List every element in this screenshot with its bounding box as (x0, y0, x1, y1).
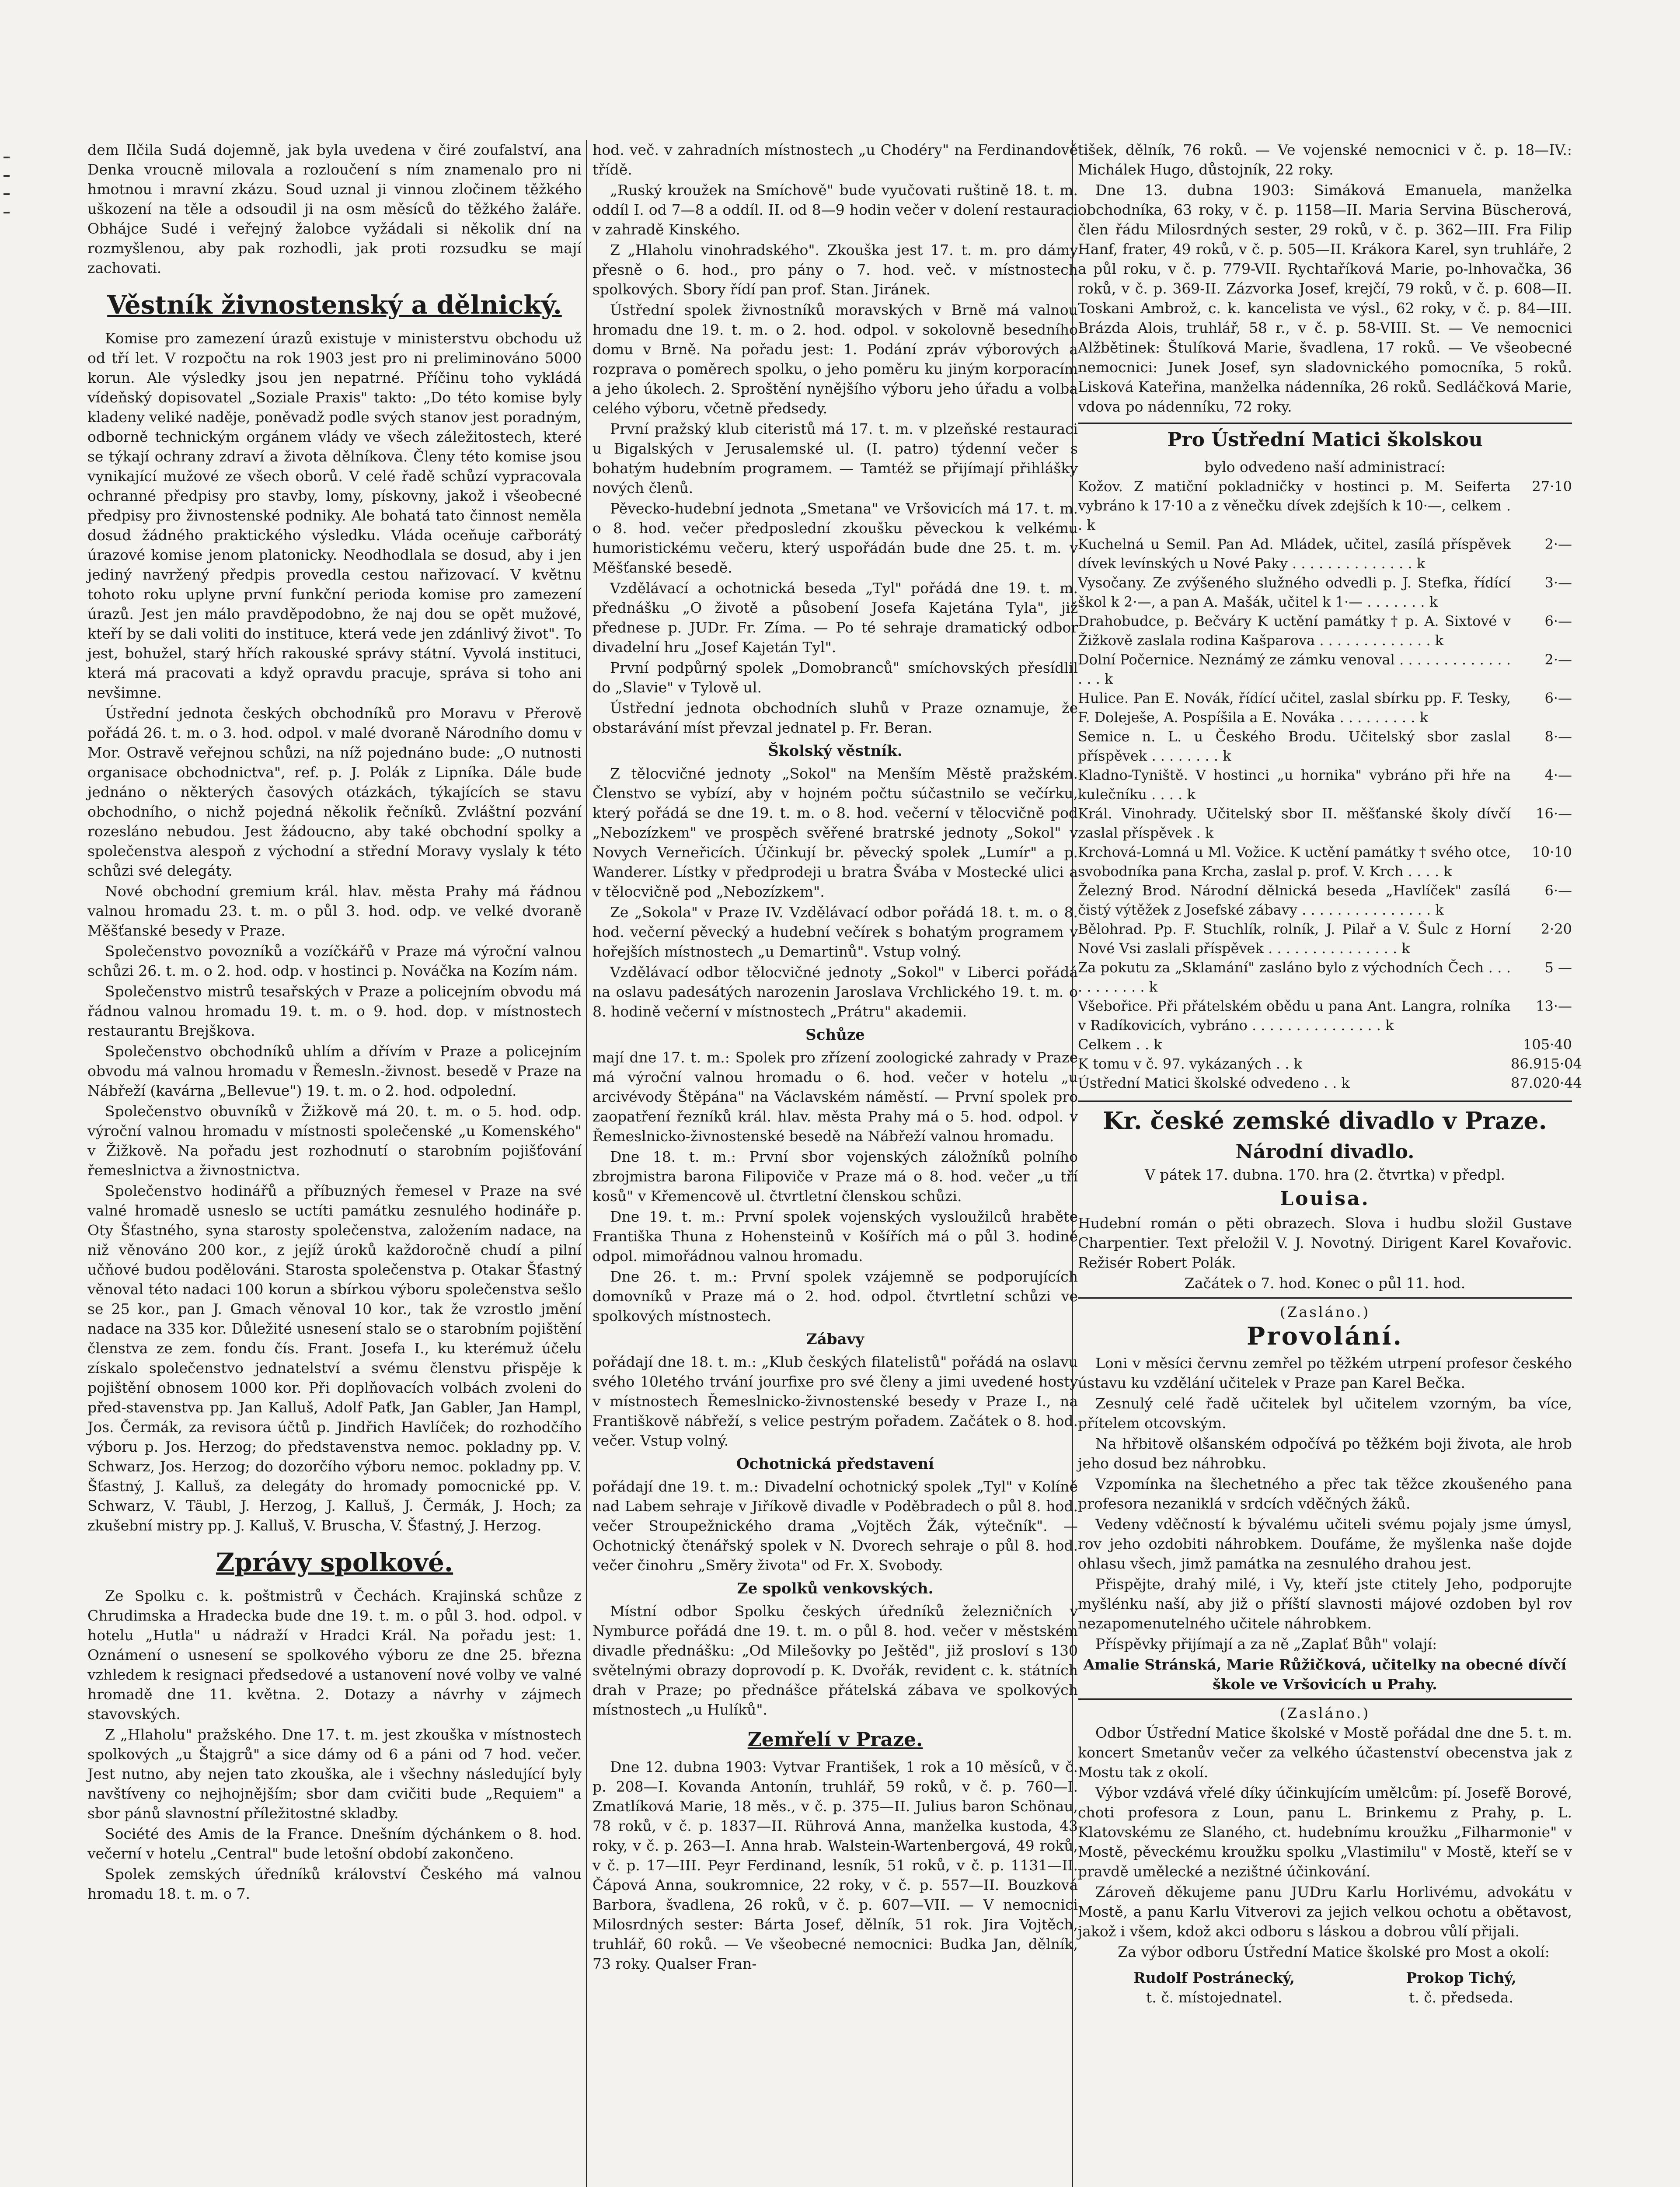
paragraph: Společenstvo obchodníků uhlím a dřívím v Praze a policejním obvodu má valnou hromadu v Řemesln.-živnost. besedě v Praze na Nábřeží (kavárna „Bellevue") 19. t. m. o 2. hod. odpolední. (87, 1043, 582, 1099)
donation-text: Kladno-Tyniště. V hostinci „u hornika" vybráno při hře na kulečníku . . . . k (1078, 767, 1511, 803)
paragraph: Z „Hlaholu vinohradského". Zkouška jest 17. t. m. pro dámy přesně o 6. hod., pro pány o 7. hod. več. v místnostech spolkových. Sbory řídí pan prof. Stan. Jiránek. (593, 241, 1078, 298)
paragraph: hod. več. v zahradních místnostech „u Chodéry" na Ferdinandově třídě. (593, 141, 1078, 178)
paragraph: Z tělocvičné jednoty „Sokol" na Menším Městě pražském. Členstvo se vybízí, aby v hojném počtu súčastnilo se večírku, který pořádá se dne 19. t. m. o 8. hod. večerní v tělocvičně pod „Nebozízkem" ve prospěch svěřené bratrské jednoty „Sokol" v Novych Verneřicích. Účinkují br. pěvecký spolek „Lumír" a p. Wanderer. Lístky v předprodeji u bratra Švába v Mostecké ulici a v tělocvičně pod „Nebozízkem". (593, 765, 1078, 900)
theater-subtitle: Národní divadlo. (1235, 1141, 1415, 1163)
paragraph: Místní odbor Spolku českých úředníků železničních v Nymburce pořádá dne 19. t. m. o půl 8. hod. večer v městském divadle přednášku: „Od Milešovky po Ještěd", již prosloví s 130 světelnými obrazy doprovodí p. K. Dvořák, revident c. k. státních drah v Praze; po přednášce přátelská zábava ve spolkových místnostech „u Hulíků". (593, 1603, 1078, 1718)
paragraph: mají dne 17. t. m.: Spolek pro zřízení zoologické zahrady v Praze má výroční valnou hromadu o 6. hod. večer v hotelu „u arcivévody Štěpána" na Václavském náměstí. — První spolek pro zaopatření řezníků král. hlav. města Prahy má o 5. hod. odpol. v Řemeslnicko-živnostenské besedě na Nábřeží valnou hromadu. (593, 1049, 1078, 1145)
donation-row (1078, 765, 1572, 804)
signer-role: t. č. předseda. (1409, 1989, 1514, 2006)
paragraph: Dne 18. t. m.: První sbor vojenských záložníků polního zbrojmistra barona Filipoviče v Praze má o 8. hod. večer „u tří kosů" v Křemencově ul. čtvrtletní členskou schůzi. (593, 1148, 1078, 1205)
donation-row (1078, 650, 1572, 688)
paragraph: Společenstvo povozníků a vozíčkářů v Praze má výroční valnou schůzi 26. t. m. o 2. hod. odp. v hostinci p. Nováčka na Kozím nám. (87, 943, 582, 979)
matice-subtitle: bylo odvedeno naší administrací: (1204, 458, 1446, 475)
paragraph: Pěvecko-hudební jednota „Smetana" ve Vršovicích má 17. t. m. o 8. hod. večer předposlední zkoušku pěveckou k velkému humoristickému večeru, který uspořádán bude dne 25. t. m. v Měšťanské besedě. (593, 500, 1078, 576)
paragraph: Přispějte, drahý milé, i Vy, kteří jste ctitely Jeho, podporujte myšlénku naší, aby již o příští slavnosti májové ozdoben byl rov nezapomenutelného učitele náhrobkem. (1078, 1576, 1572, 1632)
theater-play: Louisa. (1280, 1188, 1370, 1210)
heading-zemreli: Zemřelí v Praze. (747, 1729, 923, 1751)
donation-text: Krchová-Lomná u Ml. Vožice. K uctění památky † svého otce, svobodníka pana Krcha, zaslal p. prof. V. Krch . . . . k (1078, 844, 1511, 880)
signature-left (1133, 1968, 1295, 2007)
paragraph: Z „Hlaholu" pražského. Dne 17. t. m. jest zkouška v místnostech spolkových „u Štajgrů" a sice dámy od 6 a páni od 7 hod. večer. Jest nutno, aby nejen tato zkouška, ale i všechny následující byly navštíveny co nejhojnějším; sbor dam cvičiti bude „Requiem" a sbor pánů slavnostní příležitostné skladby. (87, 1726, 582, 1822)
signature-right (1406, 1968, 1516, 2007)
donation-row (1078, 1073, 1582, 1093)
paragraph: Ústřední spolek živnostníků moravských v Brně má valnou hromadu dne 19. t. m. o 2. hod. odpol. v sokolovně besedního domu v Brně. Na pořadu jest: 1. Podání zpráv výborových a rozprava o poměrech spolku, o jeho poměru ku jiným korporacím a jeho úkolech. 2. Sproštění nynějšího výboru jeho úřadu a volba celého výboru, včetně předsedy. (593, 301, 1078, 417)
donation-text: Kuchelná u Semil. Pan Ad. Mládek, učitel, zasílá příspěvek dívek levínských u Nové Paky . . . . . . . . . . . . . . k (1078, 536, 1511, 572)
paragraph: Société des Amis de la France. Dnešním dýchánkem o 8. hod. večerní v hotelu „Central" bude letošní období zakončeno. (87, 1825, 582, 1862)
donation-list (1078, 477, 1582, 1093)
donation-amount: 13·— (1536, 998, 1572, 1014)
paragraph: Odbor Ústřední Matice školské v Mostě pořádal dne dne 5. t. m. koncert Smetanův večer za velkého účastenství obecenstva jak z Mostu tak z okolí. (1078, 1724, 1572, 1781)
donation-row (1078, 688, 1572, 727)
paragraph: Výbor vzdává vřelé díky účinkujícím umělcům: pí. Josefě Borové, choti profesora z Loun, panu L. Brinkemu z Prahy, p. L. Klatovskému ze Slaného, ct. hudebnímu kroužku „Filharmonie" v Mostě, pěveckému kroužku spolku „Vlastimilu" v Mostě, kteří se v pravdě umělecké a nezištné účinkování. (1078, 1784, 1572, 1880)
column-1 (87, 140, 582, 2187)
paragraph: Na hřbitově olšanském odpočívá po těžkém boji života, ale hrob jeho dosud bez náhrobku. (1078, 1435, 1572, 1472)
donation-text: Železný Brod. Národní dělnická beseda „Havlíček" zasílá čistý výtěžek z Josefské zábavy . . . . . . . . . . . . . . . k (1078, 882, 1511, 918)
donation-row (1078, 996, 1572, 1035)
paragraph: Vzdělávací odbor tělocvičné jednoty „Sokol" v Liberci pořádá na oslavu padesátých narozenin Jaroslava Vrchlického 19. t. m. o 8. hodině večerní v místnostech „Prátru" akademii. (593, 964, 1078, 1020)
paragraph: Zároveň děkujeme panu JUDru Karlu Horlivému, advokátu v Mostě, a panu Karlu Vitverovi za jejich velkou ochotu a obětavost, jakož i všem, kdož akci odboru s láskou a dobrou vůlí přijali. (1078, 1883, 1572, 1940)
donation-amount: 16·— (1536, 805, 1572, 822)
column-3 (1078, 140, 1582, 2187)
heading-venkov: Ze spolků venkovských. (737, 1580, 934, 1597)
paragraph: První podpůrný spolek „Domobranců" smíchovských přesídlil do „Slavie" v Tylově ul. (593, 659, 1078, 696)
column-2 (593, 140, 1078, 2187)
paragraph: Ústřední jednota obchodních sluhů v Praze oznamuje, že obstarávání míst převzal jednatel p. Fr. Beran. (593, 699, 1078, 736)
donation-amount: 6·— (1544, 882, 1572, 899)
donation-amount: 86.915·04 (1511, 1055, 1582, 1072)
donation-row (1078, 1054, 1582, 1073)
paragraph: Dne 13. dubna 1903: Simáková Emanuela, manželka obchodníka, 63 roky, v č. p. 1158—II. Maria Servina Büscherová, člen řádu Milosrdných sester, 29 roků, v č. p. 362—III. Fra Filip Hanf, frater, 49 roků, v č. p. 505—II. Krákora Karel, syn truhláře, 2 a půl roku, v č. p. 779-VII. Rychtaříková Marie, po-lnhovačka, 36 roků, v č. p. 369-II. Zázvorka Josef, krejčí, 79 roků, v č. p. 608—II. Toskani Ambrož, c. k. kancelista ve výsl., 62 roky, v č. p. 84—III. Brázda Alois, truhlář, 58 r., v č. p. 58-VIII. St. — Ve nemocnici Alžbětinek: Štulíková Marie, švadlena, 17 roků. — Ve všeobecné nemocnici: Junek Josef, syn sladovnického pomocníka, 5 roků. Lisková Kateřina, manželka nádenníka, 26 roků. Sedláčková Marie, vdova po nádenníku, 72 roky. (1078, 182, 1572, 415)
heading-zabavy: Zábavy (806, 1331, 864, 1348)
donation-amount: 2·— (1544, 651, 1572, 668)
signer-name: Prokop Tichý, (1406, 1969, 1516, 1986)
heading-skolsky: Školský věstník. (768, 742, 903, 760)
paragraph: Ze Spolku c. k. poštmistrů v Čechách. Krajinská schůze z Chrudimska a Hradecka bude dne 19. t. m. o půl 3. hod. odpol. v hotelu „Hutla" u nádraží v Hradci Král. Na pořadu jest: 1. Oznámení o usnesení se spolkového výboru ze dne 25. března vzhledem k resignaci předsedové a ustanovení nové volby ve valné hromadě dne 11. května. 2. Dotazy a návrhy v zájmech stavovských. (87, 1587, 582, 1722)
donation-amount: 105·40 (1523, 1036, 1572, 1053)
donation-text: Ústřední Matici školské odvedeno . . k (1078, 1075, 1350, 1091)
donation-text: K tomu v č. 97. vykázaných . . k (1078, 1055, 1302, 1072)
donation-row (1078, 1035, 1572, 1054)
paragraph: Dne 26. t. m.: První spolek vzájemně se podporujících domovníků v Praze má o 2. hod. odpol. čtvrtletní schůzi ve spolkových místnostech. (593, 1268, 1078, 1324)
theater-time: Začátek o 7. hod. Konec o půl 11. hod. (1184, 1275, 1466, 1292)
zaslano-label: (Zasláno.) (1078, 1698, 1572, 1723)
signature-block (1078, 1968, 1572, 2007)
paragraph: Komise pro zamezení úrazů existuje v ministerstvu obchodu už od tří let. V rozpočtu na rok 1903 jest pro ni preliminováno 5000 korun. Ale výsledky jsou jen nepatrné. Příčinu toho vykládá vídeňský dopisovatel „Soziale Praxis" takto: „Do této komise byly kladeny veliké naděje, poněvadž podle svých stanov jest poradným, odborně technickým orgánem vlády ve všech záležitostech, které se týkají ochrany zdraví a života dělníkova. Členy této komise jsou vynikající mužové ze všech oborů. V celé řadě schůzí vypracovala ochranné předpisy pro stavby, lomy, pískovny, jakož i všeobecné předpisy pro živnostenské podniky. Ale bohatá tato činnost neměla dosud žádného praktického výsledku. Vláda oceňuje cařborátý úrazové komise jenom platonicky. Neodhodlala se dosud, aby i jen jediný navržený předpis provedla cestou nařizovací. V květnu tohoto roku uplyne první funkční perioda komise pro zamezení úrazů. Jest jen málo pravděpodobno, že naj dou se opět mužové, kteří by se dali voliti do instituce, která vede jen zdánlivý život". To jest, bohužel, starý hřích rakouské správy státní. Vyvolá instituci, která má pracovati a když opravdu pracuje, správa si toho ani nevšimne. (87, 330, 582, 701)
donation-text: Všebořice. Při přátelském obědu u pana Ant. Langra, rolníka v Radíkovicích, vybráno . . . . . . . . . . . . . . . k (1078, 998, 1511, 1034)
page-edge-marks (0, 140, 17, 254)
donation-amount: 87.020·44 (1511, 1075, 1582, 1091)
donation-amount: 2·— (1544, 536, 1572, 552)
paragraph: Za výbor odboru Ústřední Matice školské pro Most a okolí: (1118, 1943, 1550, 1960)
donation-amount: 4·— (1544, 767, 1572, 783)
article-continuation: dem Ilčila Sudá dojemně, jak byla uvedena v čiré zoufalství, ana Denka vroucně milovala a rozloučení s ním znamenalo pro ni hmotnou i mravní zkázu. Soud uznal ji vinnou zločinem těžkého uškození na těle a odsoudil ji na osm měsíců do těžkého žaláře. Obhájce Sudé i veřejný žalobce vyžádali si několik dní na rozmyšlenou, aby pak rozhodli, jak proti rozsudku se mají zachovati. (87, 141, 582, 276)
donation-row (1078, 958, 1572, 996)
paragraph: Vzpomínka na šlechetného a přec tak těžce zkoušeného pana profesora nezaniklá v srdcích vděčných žáků. (1078, 1475, 1572, 1512)
donation-amount: 5 — (1544, 959, 1572, 976)
theater-description: Hudební román o pěti obrazech. Slova i hudbu složil Gustave Charpentier. Text přeložil V. J. Novotný. Dirigent Karel Kovařovic. Režisér Robert Polák. (1078, 1215, 1572, 1271)
donation-text: Hulice. Pan E. Novák, řídící učitel, zaslal sbírku pp. F. Tesky, F. Doleješe, A. Pospíšila a E. Nováka . . . . . . . . . k (1078, 690, 1511, 726)
donation-text: Za pokutu za „Sklamání" zasláno bylo z východních Čech . . . . . . . . . . . k (1078, 959, 1511, 995)
donation-amount: 3·— (1544, 574, 1572, 591)
donation-amount: 10·10 (1532, 844, 1572, 860)
paragraph: pořádají dne 18. t. m.: „Klub českých filatelistů" pořádá na oslavu svého 10letého trvání jourfixe pro své členy a jimi uvedené hosty v místnostech Řemeslnicko-živnostenské besedy v Praze I., na Františkově nábřeží, s velice pestrým pořadem. Začátek o 8. hod. večer. Vstup volný. (593, 1353, 1078, 1449)
paragraph: Dne 19. t. m.: První spolek vojenských vysloužilců hraběte Františka Thuna z Hohensteinů v Košířích má o půl 3. hodině odpol. mimořádnou valnou hromadu. (593, 1208, 1078, 1265)
donation-text: Bělohrad. Pp. F. Stuchlík, rolník, J. Pilař a V. Šulc z Horní Nové Vsi zaslali příspěvek . . . . . . . . . . . . . . . k (1078, 921, 1511, 957)
paragraph: Dne 12. dubna 1903: Vytvar František, 1 rok a 10 měsíců, v č. p. 208—I. Kovanda Antonín, truhlář, 59 roků, v č. p. 760—I. Zmatlíková Marie, 18 měs., v č. p. 375—II. Julius baron Schönau, 78 roků, v č. p. 1837—II. Rührová Anna, manželka kustoda, 43 roky, v č. p. 263—I. Anna hrab. Walstein-Wartenbergová, 49 roků, v č. p. 17—III. Peyr Ferdinand, lesník, 51 roků, v č. p. 1131—II. Čápová Anna, soukromnice, 22 roky, v č. p. 557—II. Bouzková Barbora, švadlena, 26 roků, v č. p. 607—VII. — V nemocnici Milosrdných sester: Bárta Josef, dělník, 51 rok. Jira Vojtěch, truhlář, 60 roků. — Ve všeobecné nemocnici: Budka Jan, dělník, 73 roky. Qualser Fran- (593, 1758, 1078, 1972)
donation-text: Král. Vinohrady. Učitelský sbor II. měšťanské školy dívčí zaslal příspěvek . k (1078, 805, 1511, 841)
donation-row (1078, 842, 1572, 881)
donation-text: Dolní Počernice. Neznámý ze zámku venoval . . . . . . . . . . . . . . . . k (1078, 651, 1511, 687)
paragraph: První pražský klub citeristů má 17. t. m. v plzeňské restauraci u Bigalských v Jerusalemské ul. (I. patro) týdenní večer s bohatým hudebním programem. — Tamtéž se přijímají přihlášky nových členů. (593, 420, 1078, 496)
heading-vestnik: Věstník živnostenský a dělnický. (107, 290, 562, 320)
paragraph: Příspěvky přijímají a za ně „Zaplať Bůh" volají: (1095, 1635, 1437, 1652)
donation-row (1078, 477, 1572, 535)
donation-amount: 6·— (1544, 690, 1572, 706)
paragraph: Společenstvo obuvníků v Žižkově má 20. t. m. o 5. hod. odp. výroční valnou hromadu v místnosti společenské „u Komenského" v Žižkově. Na pořadu jest rozhodnutí o starobním pojišťování řemeslnictva a živnostnictva. (87, 1103, 582, 1179)
heading-zpravy: Zprávy spolkové. (216, 1548, 453, 1577)
donation-amount: 27·10 (1532, 478, 1572, 495)
paragraph: „Ruský kroužek na Smíchově" bude vyučovati ruštině 18. t. m. oddíl I. od 7—8 a oddíl. II. od 8—9 hodin večer v dolení restauraci v zahradě Kinského. (593, 182, 1078, 238)
paragraph: Vedeny vděčností k bývalému učiteli svému pojaly jsme úmysl, rov jeho ozdobiti náhrobkem. Doufáme, že myšlenka naše dojde ohlasu všech, jimž památka na zesnulého drahou jest. (1078, 1516, 1572, 1572)
paragraph: pořádají dne 19. t. m.: Divadelní ochotnický spolek „Tyl" v Kolíně nad Labem sehraje v Jiříkově divadle v Poděbradech o půl 8. hod. večer Stroupežnického drama „Vojtěch Žák, výtečník". — Ochotnický čtenářský spolek v N. Dvorech sehraje o půl 8. hod. večer činohru „Směry života" od Fr. X. Svobody. (593, 1478, 1078, 1574)
paragraph: Ze „Sokola" v Praze IV. Vzdělávací odbor pořádá 18. t. m. o 8. hod. večerní pěvecký a hudební večírek s bohatým programem v hořejších místnostech „u Demartinů". Vstup volný. (593, 904, 1078, 960)
zaslano-label: (Zasláno.) (1078, 1297, 1572, 1322)
theater-date: V pátek 17. dubna. 170. hra (2. čtvrtka) v předpl. (1144, 1166, 1506, 1183)
donation-row (1078, 727, 1572, 765)
paragraph: Nové obchodní gremium král. hlav. města Prahy má řádnou valnou hromadu 23. t. m. o půl 3. hod. odp. ve velké dvoraně Měšťanské besedy v Praze. (87, 883, 582, 939)
paragraph: Ústřední jednota českých obchodníků pro Moravu v Přerově pořádá 26. t. m. o 3. hod. odpol. v malé dvoraně Národního domu v Mor. Ostravě veřejnou schůzi, na níž pojednáno bude: „O nutnosti organisace obchodnictva", ref. p. J. Polák z Lipníka. Dále bude jednáno o některých časových otázkách, týkajících se stavu obchodního, o nichž pojedná několik řečníků. Zvláštní pozvání rozesláno nebudou. Jest žádoucno, aby také obchodní spolky a společenstva alespoň z východní a střední Moravy vyslaly k této schůzi své delegáty. (87, 705, 582, 879)
donation-amount: 8·— (1544, 728, 1572, 745)
paragraph: Spolek zemských úředníků království Českého má valnou hromadu 18. t. m. o 7. (87, 1866, 582, 1902)
donation-text: Drahobudce, p. Bečváry K uctění památky † p. A. Sixtové v Žižkově zaslala rodina Kašparova . . . . . . . . . . . . . k (1078, 613, 1511, 649)
heading-provolani: Provolání. (1247, 1322, 1403, 1351)
donation-text: Vysočany. Ze zvýšeného služného odvedli p. J. Stefka, řídící škol k 2·—, a pan A. Mašák, učitel k 1·— . . . . . . . k (1078, 574, 1511, 610)
paragraph: Společenstvo mistrů tesařských v Praze a policejním obvodu má řádnou valnou hromadu 19. t. m. o 9. hod. dop. v místnostech restaurantu Brejškova. (87, 983, 582, 1039)
donation-text: Semice n. L. u Českého Brodu. Učitelský sbor zaslal příspěvek . . . . . . . . k (1078, 728, 1511, 764)
donation-text: Kožov. Z matiční pokladničky v hostinci p. M. Seiferta vybráno k 17·10 a z věnečku dívek zdejších k 10·—, celkem . . k (1078, 478, 1511, 533)
heading-matice: Pro Ústřední Matici školskou (1078, 423, 1572, 453)
paragraph: Zesnulý celé řadě učitelek byl učitelem vzorným, ba více, přítelem otcovským. (1078, 1395, 1572, 1432)
paragraph: Loni v měsíci červnu zemřel po těžkém utrpení profesor českého ústavu ku vzdělání učitelek v Praze pan Karel Bečka. (1078, 1355, 1572, 1391)
signer-role: t. č. místojednatel. (1146, 1989, 1283, 2006)
donation-row (1078, 573, 1572, 611)
paragraph: Společenstvo hodinářů a příbuzných řemesel v Praze na své valné hromadě usneslo se uctíti památku zesnulého hodináře p. Oty Šťastného, syna starosty společenstva, založením nadace, na niž věnováno 200 kor., z jejíž úroků každoročně chudí a pilní učňové budou podělováni. Starosta společenstva p. Otakar Šťastný věnoval této nadaci 100 korun a sbírkou výboru společenstva sešlo se 25 kor., pan J. Gmach věnoval 10 kor., tak že vzrostlo jmění nadace na 335 kor. Důležité usnesení stalo se o starobním pojištění členstva ze zem. fondu čís. Frant. Josefa I., ku kterémuž účelu získalo společenstvo jednatelství a svému členstvu přispěje k pojištění obnosem 1000 kor. Při doplňovacích volbách zvoleni do před-stavenstva pp. Jan Kalluš, Adolf Paťk, Jan Gabler, Jan Hampl, Jos. Čermák, za revisora účtů p. Jindřich Havlíček; do rozhodčího výboru p. Jos. Herzog; do představenstva nemoc. pokladny pp. V. Schwarz, Jos. Herzog; do dozorčího výboru nemoc. pokladny pp. V. Šťastný, J. Kalluš, za delegáty do hromady pomocnické pp. V. Schwarz, V. Täubl, J. Herzog, J. Kalluš, J. Čermák, J. Hoch; za zkušební mistry pp. J. Kalluš, V. Bruscha, V. Šťastný, J. Herzog. (87, 1182, 582, 1534)
donation-row (1078, 919, 1572, 958)
paragraph: tišek, dělník, 76 roků. — Ve vojenské nemocnici v č. p. 18—IV.: Michálek Hugo, důstojník, 22 roky. (1078, 141, 1572, 178)
heading-schuze: Schůze (805, 1026, 865, 1044)
donation-amount: 2·20 (1541, 921, 1572, 937)
signer-name: Rudolf Postránecký, (1133, 1969, 1295, 1986)
paragraph: Vzdělávací a ochotnická beseda „Tyl" pořádá dne 19. t. m. přednášku „O životě a působení Josefa Kajetána Tyla", již přednese p. JUDr. Fr. Zíma. — Po té sehraje dramatický odbor divadelní hru „Josef Kajetán Tyl". (593, 580, 1078, 656)
donation-row (1078, 804, 1572, 842)
donation-row (1078, 881, 1572, 919)
theater-title: Kr. české zemské divadlo v Praze. (1078, 1100, 1572, 1136)
signatories: Amalie Stránská, Marie Růžičková, učitelky na obecné dívčí škole ve Vršovicích u Prahy. (1083, 1656, 1567, 1693)
donation-text: Celkem . . k (1078, 1036, 1162, 1053)
donation-row (1078, 535, 1572, 573)
column-rule-1 (586, 140, 587, 2187)
donation-amount: 6·— (1544, 613, 1572, 629)
donation-row (1078, 611, 1572, 650)
heading-ochotnicka: Ochotnická představení (736, 1455, 934, 1473)
